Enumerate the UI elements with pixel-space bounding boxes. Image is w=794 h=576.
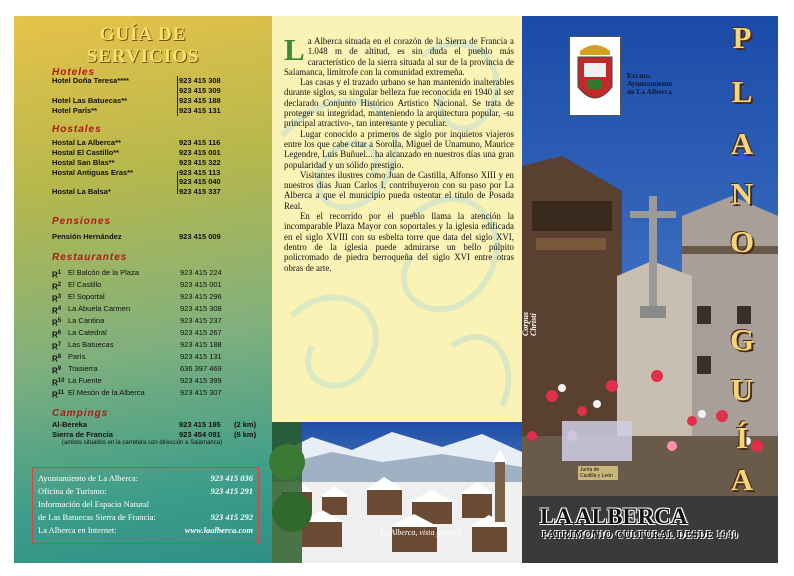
- list-item: Pensión Hernández 923 415 009: [52, 232, 221, 241]
- cover-panel: [522, 16, 778, 563]
- list-item: $R^2$ El Castillo 923 415 001: [52, 280, 222, 292]
- article-panel: [272, 16, 522, 422]
- list-item: $R^4$ La Abuela Carmen 923 415 308: [52, 304, 222, 316]
- campings-note: (ambos situados en la carretera con dirección a Salamanca): [62, 440, 223, 446]
- services-guide-panel: [14, 16, 272, 563]
- list-item: $R^6$ La Catedral 923 415 267: [52, 328, 222, 340]
- pensiones-heading: Pensiones: [52, 216, 112, 227]
- cover-letter: G: [729, 322, 755, 357]
- cover-letter: N: [730, 176, 754, 211]
- cover-letter: L: [731, 74, 753, 109]
- restaurantes-heading: Restaurantes: [52, 252, 128, 263]
- contact-line: La Alberca en Internet: www.laalberca.com: [38, 525, 253, 535]
- list-item: $R^5$ La Cantina 923 415 237: [52, 316, 222, 328]
- list-item: Hotel Las Batuecas** 923 415 188: [52, 96, 221, 105]
- services-title-line1: GUÍA DE: [99, 24, 187, 45]
- list-item: $R^1$ El Balcón de la Plaza 923 415 224: [52, 268, 222, 280]
- coat-of-arms-icon: [570, 37, 620, 115]
- list-item: Hostal Antiguas Eras** 923 415 113: [52, 168, 221, 177]
- list-item: Hostal La Alberca** 923 415 116: [52, 138, 221, 147]
- list-item: Al-Bereka 923 415 195 (2 km): [52, 420, 257, 429]
- contact-line: Ayuntamiento de La Alberca: 923 415 036: [38, 473, 253, 483]
- cover-letter: A: [730, 126, 754, 161]
- hoteles-heading: Hoteles: [52, 67, 96, 78]
- council-name: Excmo. Ayuntamiento de La Alberca: [627, 71, 673, 96]
- corpus-christi-label: Corpus Christi: [521, 311, 538, 336]
- list-item: 923 415 309: [179, 86, 221, 95]
- cover-title: LA ALBERCA: [540, 504, 688, 529]
- cover-letter: P: [732, 20, 752, 55]
- list-item: $R^{10}$ La Fuente 923 415 399: [52, 376, 222, 388]
- village-photo: [272, 422, 522, 563]
- cover-subtitle: PATRIMONIO CULTURAL DESDE 1940: [542, 530, 739, 541]
- article-body: [284, 32, 514, 273]
- list-item: $R^{11}$ El Mesón de la Alberca 923 415 307: [52, 388, 222, 400]
- services-title-line2: SERVICIOS: [86, 46, 200, 67]
- paragraph: Las casas y el trazado urbano se han mantenido inalterables durante siglos, su singular belleza fue reconocida en 1940 al ser declarado Conjunto Histórico Artístico Nacional. Se trata de proteger su integridad, manteniendo la arquitectura popular, -su principal atractivo-, tan interesante y peculiar.: [284, 77, 514, 129]
- contact-line: de Las Batuecas Sierra de Francia: 923 415 292: [38, 512, 253, 522]
- paragraph: La Alberca situada en el corazón de la Sierra de Francia a 1.048 m de altitud, es sin duda el pueblo más característico de la sierra situada al sur de la provincia de Salamanca, limítrofe con la comunidad extremeña.: [284, 32, 514, 77]
- contact-box: [32, 467, 259, 544]
- list-item: Hostal El Castillo** 923 415 001: [52, 148, 221, 157]
- contact-line: Oficina de Turismo: 923 415 291: [38, 486, 253, 496]
- website-link[interactable]: www.laalberca.com: [184, 525, 253, 535]
- list-item: Hostal San Blas** 923 415 322: [52, 158, 221, 167]
- list-item: 923 415 040: [179, 177, 221, 186]
- paragraph: En el recorrido por el pueblo llama la atención la incomparable Plaza Mayor con soportales y la iglesia edificada en el siglo XVIII con su esbelta torre que data del siglo XVI, dentro de la iglesia puede admirarse un bello púlpito policromado de piedra berroqueña del siglo XVI entre otras obras de arte.: [284, 211, 514, 273]
- hostales-heading: Hostales: [52, 124, 102, 135]
- junta-logo: Junta de Castilla y León: [578, 466, 618, 480]
- cover-letter: Í: [735, 420, 749, 455]
- list-item: Sierra de Francia 923 454 081 (5 km): [52, 430, 257, 439]
- cover-letter: O: [729, 224, 755, 259]
- paragraph: Visitantes ilustres como Juan de Castilla, Alfonso XIII y en nuestros días Juan Carlos I, contribuyeron con su paso por La Alberca a que el municipio pueda ostentar el título de Posada Real.: [284, 169, 514, 211]
- list-item: $R^9$ Trasierra 636 397 469: [52, 364, 222, 376]
- campings-heading: Campings: [52, 408, 109, 419]
- list-item: Hotel París** 923 415 131: [52, 106, 221, 115]
- list-item: Hotel Doña Teresa**** 923 415 308: [52, 76, 221, 85]
- village-photo-image: [272, 422, 522, 563]
- list-item: Hostal La Balsa* 923 415 337: [52, 187, 221, 196]
- list-item: $R^8$ París 923 415 131: [52, 352, 222, 364]
- cover-letter: A: [730, 462, 754, 497]
- coat-of-arms: [569, 36, 621, 116]
- dropcap: L: [284, 32, 305, 67]
- paragraph: Lugar conocido a primeros de siglo por inquietos viajeros entre los que cabe citar a Sorolla, Miguel de Unamuno, Maurice Legendre, Luis Buñuel... ha alcanzado en nuestros días una gran popularidad y un sólido prestigio.: [284, 128, 514, 170]
- contact-line: Información del Espacio Natural: [38, 499, 150, 509]
- photo-caption: La Alberca, vista general: [380, 528, 461, 537]
- cover-letter: U: [730, 372, 754, 407]
- list-item: $R^3$ El Soportal 923 415 296: [52, 292, 222, 304]
- list-item: $R^7$ Las Batuecas 923 415 188: [52, 340, 222, 352]
